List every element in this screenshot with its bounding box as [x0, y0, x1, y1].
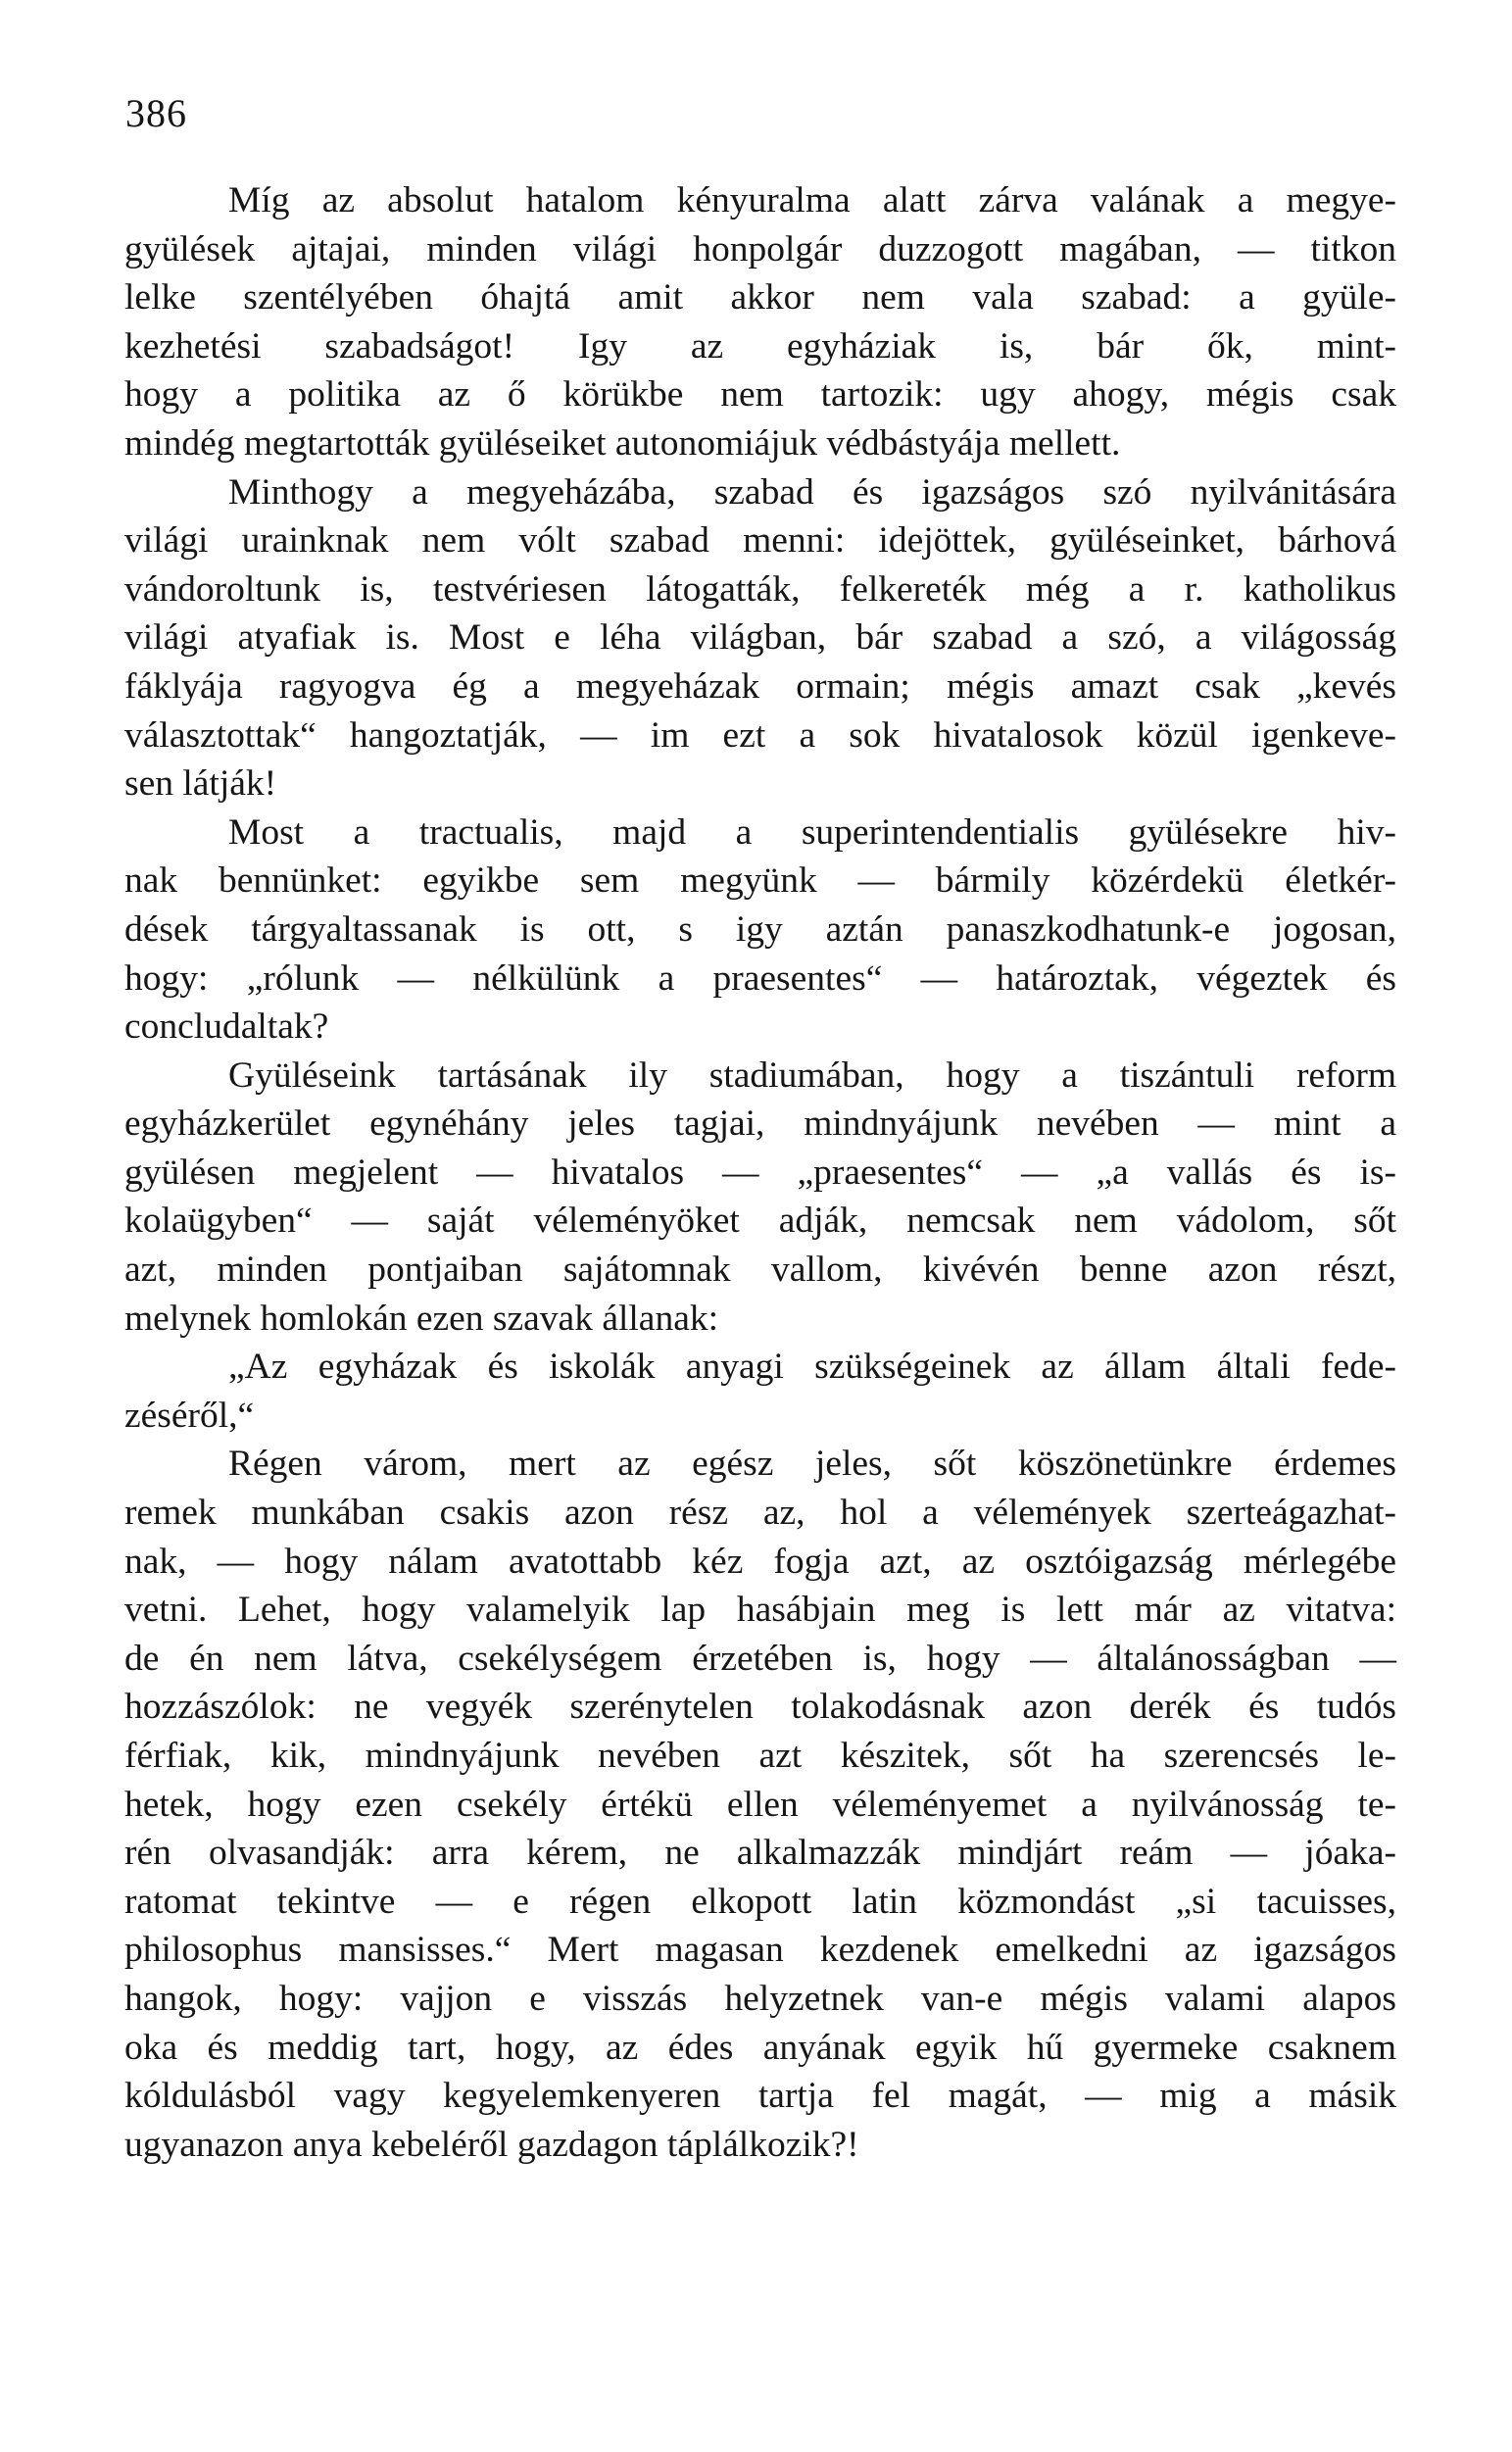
text-line: lelke szentélyében óhajtá amit akkor nem vala szabad: a gyüle-	[124, 277, 1396, 319]
text-line: férfiak, kik, mindnyájunk nevében azt készitek, sőt ha szerencsés le-	[124, 1736, 1396, 1776]
text-line: Gyüléseink tartásának ily stadiumában, hogy a tiszántuli reform	[228, 1054, 1396, 1096]
text-line: de én nem látva, csekélységem érzetében is, hogy — általánosságban —	[124, 1638, 1396, 1679]
text-line: mindég megtartották gyüléseiket autonomiájuk védbástyája mellett.	[124, 422, 1121, 464]
page-number: 386	[125, 91, 187, 135]
text-line: kolaügyben“ — saját véleményöket adják, nemcsak nem vádolom, sőt	[124, 1201, 1396, 1242]
text-line: Régen várom, mert az egész jeles, sőt köszönetünkre érdemes	[228, 1444, 1396, 1485]
text-line: nak, — hogy nálam avatottabb kéz fogja azt, az osztóigazság mérlegébe	[124, 1541, 1396, 1582]
text-line: kóldulásból vagy kegyelemkenyeren tartja fel magát, — mig a másik	[124, 2076, 1396, 2117]
text-line: nak bennünket: egyikbe sem megyünk — bármily közérdekü életkér-	[124, 860, 1396, 902]
body-text	[124, 176, 1396, 2169]
text-line: sen látják!	[124, 763, 277, 805]
text-line: világi atyafiak is. Most e léha világban, bár szabad a szó, a világosság	[124, 617, 1396, 659]
text-line: gyülésen megjelent — hivatalos — „praesentes“ — „a vallás és is-	[124, 1152, 1396, 1193]
text-line: világi urainknak nem vólt szabad menni: idejöttek, gyüléseinket, bárhová	[124, 520, 1396, 562]
text-line: Minthogy a megyeházába, szabad és igazságos szó nyilvánitására	[228, 471, 1396, 513]
text-line: melynek homlokán ezen szavak állanak:	[124, 1298, 719, 1339]
text-line: hogy a politika az ő körükbe nem tartozik: ugy ahogy, mégis csak	[124, 374, 1396, 416]
text-line: hetek, hogy ezen csekély értékü ellen véleményemet a nyilvánosság te-	[124, 1784, 1396, 1825]
text-line: oka és meddig tart, hogy, az édes anyának egyik hű gyermeke csaknem	[124, 2027, 1396, 2068]
text-line: azt, minden pontjaiban sajátomnak vallom, kivévén benne azon részt,	[124, 1250, 1396, 1291]
text-line: philosophus mansisses.“ Mert magasan kezdenek emelkedni az igazságos	[124, 1930, 1396, 1971]
text-line: zéséről,“	[124, 1395, 255, 1436]
text-line: választottak“ hangoztatják, — im ezt a sok hivatalosok közül igenkeve-	[124, 714, 1396, 756]
text-line: ugyanazon anya kebeléről gazdagon táplálkozik?!	[124, 2124, 859, 2165]
text-line: gyülések ajtajai, minden világi honpolgár duzzogott magában, — titkon	[124, 228, 1396, 270]
text-line: „Az egyházak és iskolák anyagi szükségeinek az állam általi fede-	[228, 1347, 1396, 1388]
text-line: hangok, hogy: vajjon e visszás helyzetnek van-e mégis valami alapos	[124, 1978, 1396, 2019]
text-line: fáklyája ragyogva ég a megyeházak ormain; mégis amazt csak „kevés	[124, 665, 1396, 707]
text-line: hogy: „rólunk — nélkülünk a praesentes“ — határoztak, végeztek és	[124, 957, 1396, 999]
text-line: kezhetési szabadságot! Igy az egyháziak is, bár ők, mint-	[124, 325, 1396, 367]
text-line: vetni. Lehet, hogy valamelyik lap hasábjain meg is lett már az vitatva:	[124, 1590, 1396, 1631]
text-line: concludaltak?	[124, 1006, 329, 1048]
text-line: vándoroltunk is, testvériesen látogatták, felkereték még a r. katholikus	[124, 568, 1396, 610]
text-line: rén olvasandják: arra kérem, ne alkalmazzák mindjárt reám — jóaka-	[124, 1833, 1396, 1874]
text-line: hozzászólok: ne vegyék szerénytelen tolakodásnak azon derék és tudós	[124, 1687, 1396, 1728]
text-line: ratomat tekintve — e régen elkopott latin közmondást „si tacuisses,	[124, 1881, 1396, 1922]
text-line: Míg az absolut hatalom kényuralma alatt zárva valának a megye-	[228, 180, 1396, 221]
text-line: Most a tractualis, majd a superintendentialis gyülésekre hiv-	[228, 811, 1396, 853]
text-line: egyházkerület egynéhány jeles tagjai, mindnyájunk nevében — mint a	[124, 1103, 1396, 1145]
text-line: remek munkában csakis azon rész az, hol a vélemények szerteágazhat-	[124, 1493, 1396, 1534]
text-line: dések tárgyaltassanak is ott, s igy aztán panaszkodhatunk-e jogosan,	[124, 908, 1396, 950]
